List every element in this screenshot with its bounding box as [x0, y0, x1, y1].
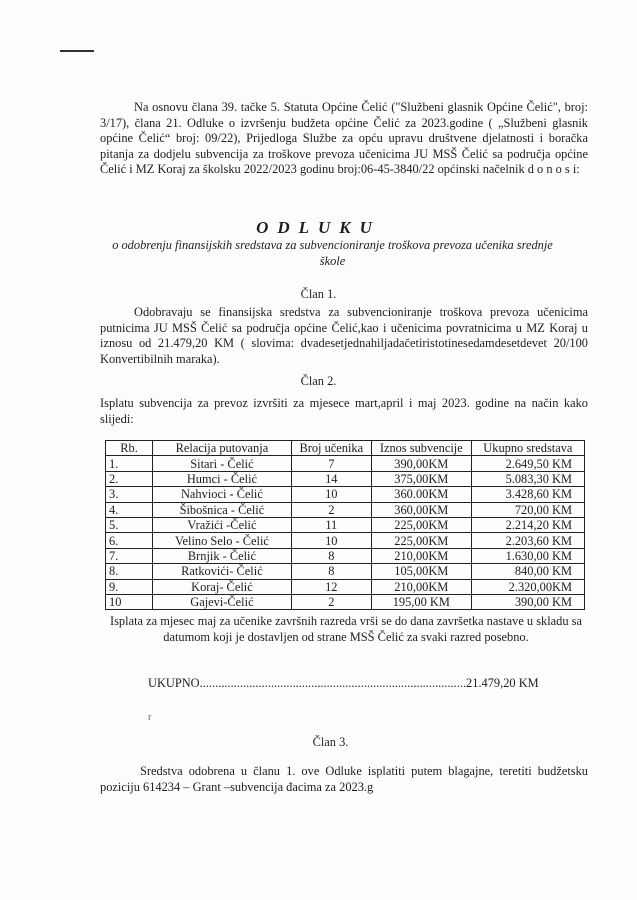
clan1-heading: Član 1.: [300, 287, 337, 301]
header-ukupno: Ukupno sredstava: [471, 441, 584, 456]
row-iznos: 210,00KM: [371, 579, 471, 594]
row-relacija: Šibošnica - Čelić: [153, 502, 292, 517]
row-ukupno: 2.320,00KM: [471, 579, 584, 594]
clan2-heading: Član 2.: [300, 374, 337, 388]
row-ukupno: 3.428,60 KM: [471, 487, 584, 502]
row-relacija: Humci - Čelić: [153, 471, 292, 486]
total-label: UKUPNO: [148, 676, 200, 690]
row-iznos: 225,00KM: [371, 517, 471, 532]
row-rb: 6.: [106, 533, 153, 548]
total-line: [148, 676, 588, 691]
row-relacija: Brnjik - Čelić: [153, 548, 292, 563]
row-ukupno: 840,00 KM: [471, 564, 584, 579]
row-rb: 7.: [106, 548, 153, 563]
row-ukupno: 390,00 KM: [471, 594, 584, 609]
document-title: ODLUKU: [256, 218, 381, 237]
table-row: [106, 564, 585, 579]
stray-mark: r: [148, 712, 152, 723]
row-relacija: Velino Selo - Čelić: [153, 533, 292, 548]
row-relacija: Vražići -Čelić: [153, 517, 292, 532]
row-rb: 5.: [106, 517, 153, 532]
row-relacija: Koraj- Čelić: [153, 579, 292, 594]
row-iznos: 225,00KM: [371, 533, 471, 548]
table-row: [106, 487, 585, 502]
row-rb: 2.: [106, 471, 153, 486]
header-relacija: Relacija putovanja: [153, 441, 292, 456]
clan3-heading: Član 3.: [312, 735, 349, 749]
row-iznos: 195,00 KM: [371, 594, 471, 609]
table-row: [106, 533, 585, 548]
row-ukupno: 2.649,50 KM: [471, 456, 584, 471]
row-iznos: 390,00KM: [371, 456, 471, 471]
clan2-text: Isplatu subvencija za prevoz izvršiti za mjesece mart,april i maj 2023. godine na način kako slijedi:: [100, 396, 588, 426]
clan3-text: Sredstva odobrena u članu 1. ove Odluke isplatiti putem blagajne, teretiti budžetsku poziciju 614234 – Grant –subvencija đacima za 2023.g: [100, 764, 588, 794]
table-row: [106, 502, 585, 517]
header-broj: Broj učenika: [291, 441, 371, 456]
row-rb: 3.: [106, 487, 153, 502]
clan2-note: Isplata za mjesec maj za učenike završnih razreda vrši se do dana završetka nastave u skladu sa datumom koji je dostavljen od strane MSŠ Čelić za svaki razred posebno.: [109, 614, 582, 644]
row-broj: 11: [291, 517, 371, 532]
row-rb: 10: [106, 594, 153, 609]
clan1-text: Odobravaju se finansijska sredstva za subvencioniranje troškova prevoza učenicima putnicima JU MSŠ Čelić sa područja općine Čelić,kao i učenicima povratnicima u MZ Koraj u iznosu od 21.479,20 KM ( slovima: dvadesetjednahiljadačetiristotinesedamdesetdevet 20/100 Konvertibilnih maraka).: [100, 305, 588, 366]
row-relacija: Ratkovići- Čelić: [153, 564, 292, 579]
row-rb: 8.: [106, 564, 153, 579]
row-relacija: Gajevi-Čelić: [153, 594, 292, 609]
row-broj: 10: [291, 533, 371, 548]
row-broj: 2: [291, 594, 371, 609]
row-ukupno: 2.203,60 KM: [471, 533, 584, 548]
row-broj: 12: [291, 579, 371, 594]
table-header-row: [106, 441, 585, 456]
intro-paragraph: Na osnovu člana 39. tačke 5. Statuta Općine Čelić ("Službeni glasnik Općine Čelić", broj: 3/17), člana 21. Odluke o izvršenju budžeta općine Čelić za 2023.godine ( „Službeni glasnik općine Čelić“ broj: 09/22), Prijedloga Službe za opću upravu društvene djelatnosti i boračka pitanja za dodjelu subvencija za troškove prevoza učenicima JU MSŠ Čelić sa područja općine Čelić i MZ Koraj za školsku 2022/2023 godinu broj:06-45-3840/22 općinski načelnik d o n o s i:: [100, 100, 588, 177]
row-rb: 9.: [106, 579, 153, 594]
row-rb: 1.: [106, 456, 153, 471]
row-iznos: 360,00KM: [371, 502, 471, 517]
corner-mark: [60, 50, 94, 52]
document-subtitle: o odobrenju finansijskih sredstava za subvencioniranje troškova prevoza učenika srednje škole: [112, 238, 553, 268]
row-broj: 7: [291, 456, 371, 471]
row-iznos: 210,00KM: [371, 548, 471, 563]
row-iznos: 360.00KM: [371, 487, 471, 502]
table-row: [106, 471, 585, 486]
total-value: 21.479,20 KM: [466, 676, 539, 690]
total-dots: ......................................................................................: [199, 676, 467, 690]
table-row: [106, 579, 585, 594]
row-ukupno: 2.214,20 KM: [471, 517, 584, 532]
row-broj: 2: [291, 502, 371, 517]
row-iznos: 375,00KM: [371, 471, 471, 486]
row-rb: 4.: [106, 502, 153, 517]
row-ukupno: 720,00 KM: [471, 502, 584, 517]
table-row: [106, 517, 585, 532]
row-broj: 8: [291, 564, 371, 579]
header-iznos: Iznos subvencije: [371, 441, 471, 456]
table-row: [106, 456, 585, 471]
subsidy-table: [105, 440, 585, 610]
table-row: [106, 548, 585, 563]
row-broj: 10: [291, 487, 371, 502]
row-broj: 14: [291, 471, 371, 486]
header-rb: Rb.: [106, 441, 153, 456]
row-relacija: Sitari - Čelić: [153, 456, 292, 471]
row-ukupno: 5.083,30 KM: [471, 471, 584, 486]
row-ukupno: 1.630,00 KM: [471, 548, 584, 563]
table-row: [106, 594, 585, 609]
row-relacija: Nahvioci - Čelić: [153, 487, 292, 502]
row-iznos: 105,00KM: [371, 564, 471, 579]
row-broj: 8: [291, 548, 371, 563]
